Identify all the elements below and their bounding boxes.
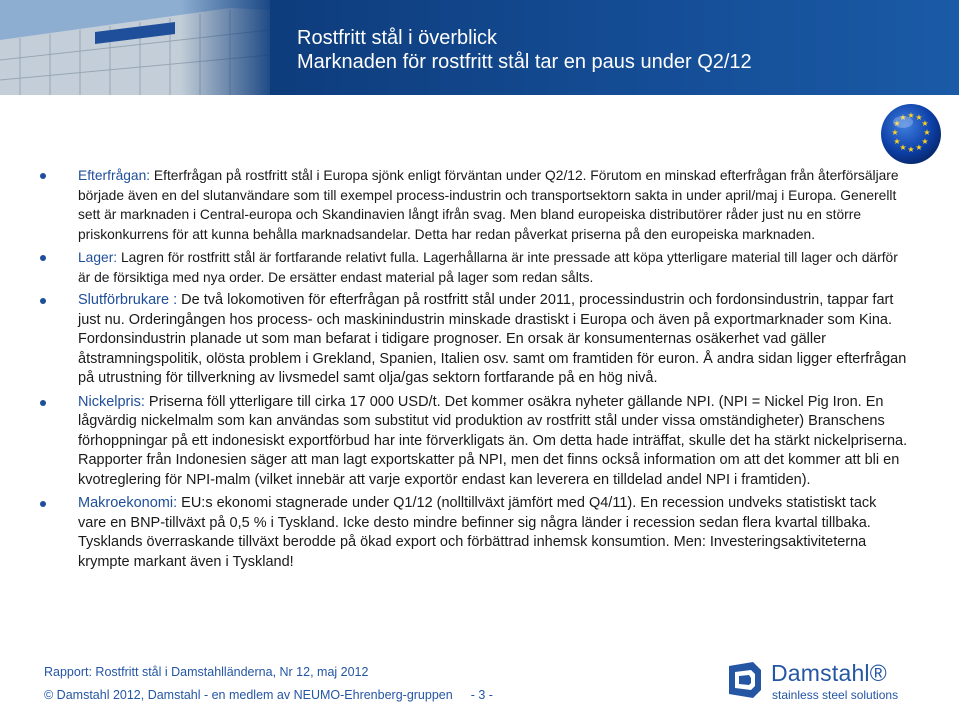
svg-text:★: ★ — [907, 111, 915, 120]
bullet-dot — [40, 501, 46, 507]
bullet-dot — [40, 255, 46, 261]
svg-text:★: ★ — [915, 113, 923, 122]
keyword-nickel-price: Nickelpris: — [78, 393, 145, 410]
text-end-users: De två lokomotiven för efterfrågan på rostfritt stål under 2011, processindustrin och fordonsindustrin, tappar fart just nu. Orderingången hos process- och maskinindustrin minskade drastiskt i Europa och även på exportmarknader som Kina. Fordonsindustrin planade ut som man befarat i tidigare prognoser. En orsak är konsumenternas osäkerhet vad gäller åtstramningspolitik, olösta problem i Grekland, Spanien, Italien osv. samt om framtiden för euron. Å andra sidan ligger efterfrågan på utrustning för tillverkning av livsmedel samt olja/gas sektorn fortfarande på en hög nivå. — [78, 292, 907, 386]
bullet-demand — [38, 166, 908, 244]
bullet-end-users — [38, 291, 908, 389]
banner-fade — [180, 0, 280, 95]
page-subtitle: Marknaden för rostfritt stål tar en paus under Q2/12 — [297, 51, 752, 73]
bullet-macroeconomy — [38, 494, 908, 572]
bullet-inventory — [38, 248, 908, 287]
text-inventory: Lagren för rostfritt stål är fortfarande relativt fulla. Lagerhållarna är inte pressade att köpa ytterligare material till lager och därför är de försiktiga med nya order. De ersätter endast material på lager som redan sålts. — [78, 250, 898, 285]
svg-text:★: ★ — [907, 145, 915, 154]
svg-text:★: ★ — [893, 137, 901, 146]
bullet-dot — [40, 298, 46, 304]
damstahl-logo — [725, 660, 950, 704]
footer-copyright-row — [44, 688, 493, 702]
bullet-list — [38, 166, 908, 576]
keyword-macroeconomy: Makroekonomi: — [78, 495, 178, 511]
svg-text:★: ★ — [899, 113, 907, 122]
svg-text:★: ★ — [921, 137, 929, 146]
damstahl-logo-mark-icon — [725, 660, 765, 700]
keyword-demand: Efterfrågan: — [78, 168, 151, 183]
svg-text:★: ★ — [891, 128, 899, 137]
svg-text:★: ★ — [899, 143, 907, 152]
eu-flag-icon — [879, 102, 943, 166]
header-banner — [0, 0, 959, 95]
text-demand: Efterfrågan på rostfritt stål i Europa sjönk enligt förväntan under Q2/12. Förutom en minskad efterfrågan från återförsäljare började även en del slutanvändare som till exempel process-industrin och transportsektorn sakta in under april/maj i Europa. Generellt sett är marknaden i Central-europa och Skandinavien långt ifrån svag. Men bland europeiska distributörer råder just nu en större priskonkurrens för att kunna behålla marknadsandelar. Detta har redan påverkat priserna på den europeiska marknaden. — [78, 168, 899, 242]
bullet-nickel-price — [38, 393, 908, 491]
keyword-inventory: Lager: — [78, 250, 118, 265]
bullet-dot — [40, 173, 46, 179]
page-number: - 3 - — [470, 688, 493, 702]
svg-text:★: ★ — [923, 128, 931, 137]
svg-text:★: ★ — [893, 119, 901, 128]
svg-text:★: ★ — [915, 143, 923, 152]
page-title: Rostfritt stål i överblick — [297, 27, 498, 49]
svg-text:★: ★ — [921, 119, 929, 128]
logo-tagline: stainless steel solutions — [772, 688, 899, 702]
text-macroeconomy: EU:s ekonomi stagnerade under Q1/12 (nolltillväxt jämfört med Q4/11). En recession undveks statistiskt tack vare en BNP-tillväxt på 0,5 % i Tyskland. Icke desto mindre befinner sig några länder i recession sedan flera kvartal tillbaka. Tysklands överraskande tillväxt berodde på ökad export och förbättrad inhemsk konsumtion. Men: Investeringsaktiviteterna krympte markant även i Tyskland! — [78, 495, 877, 570]
text-nickel-price: Priserna föll ytterligare till cirka 17 000 USD/t. Det kommer osäkra nyheter gällande NPI. (NPI = Nickel Pig Iron. En lågvärdig nickelmalm som kan användas som substitut vid produktion av rostfritt stål under vissa omständigheter) Branschens förhoppningar på ett indonesiskt exportförbud har inte förverkligats än. Om detta hade inträffat, skulle det ha stärkt nickelpriserna. Rapporter från Indonesien säger att man lagt exportskatter på NPI, men det finns också information om att det kommer att bli en kvotreglering för NPI-malm (vilket innebär att varje exportör endast kan leverera en tilldelad andel NPI i framtiden). — [78, 393, 908, 488]
keyword-end-users: Slutförbrukare : — [78, 292, 178, 308]
bullet-dot — [40, 400, 46, 406]
footer-copyright: © Damstahl 2012, Damstahl - en medlem av NEUMO-Ehrenberg-gruppen — [44, 688, 453, 702]
logo-name: Damstahl® — [771, 660, 887, 686]
footer-report: Rapport: Rostfritt stål i Damstahlländerna, Nr 12, maj 2012 — [44, 665, 369, 679]
